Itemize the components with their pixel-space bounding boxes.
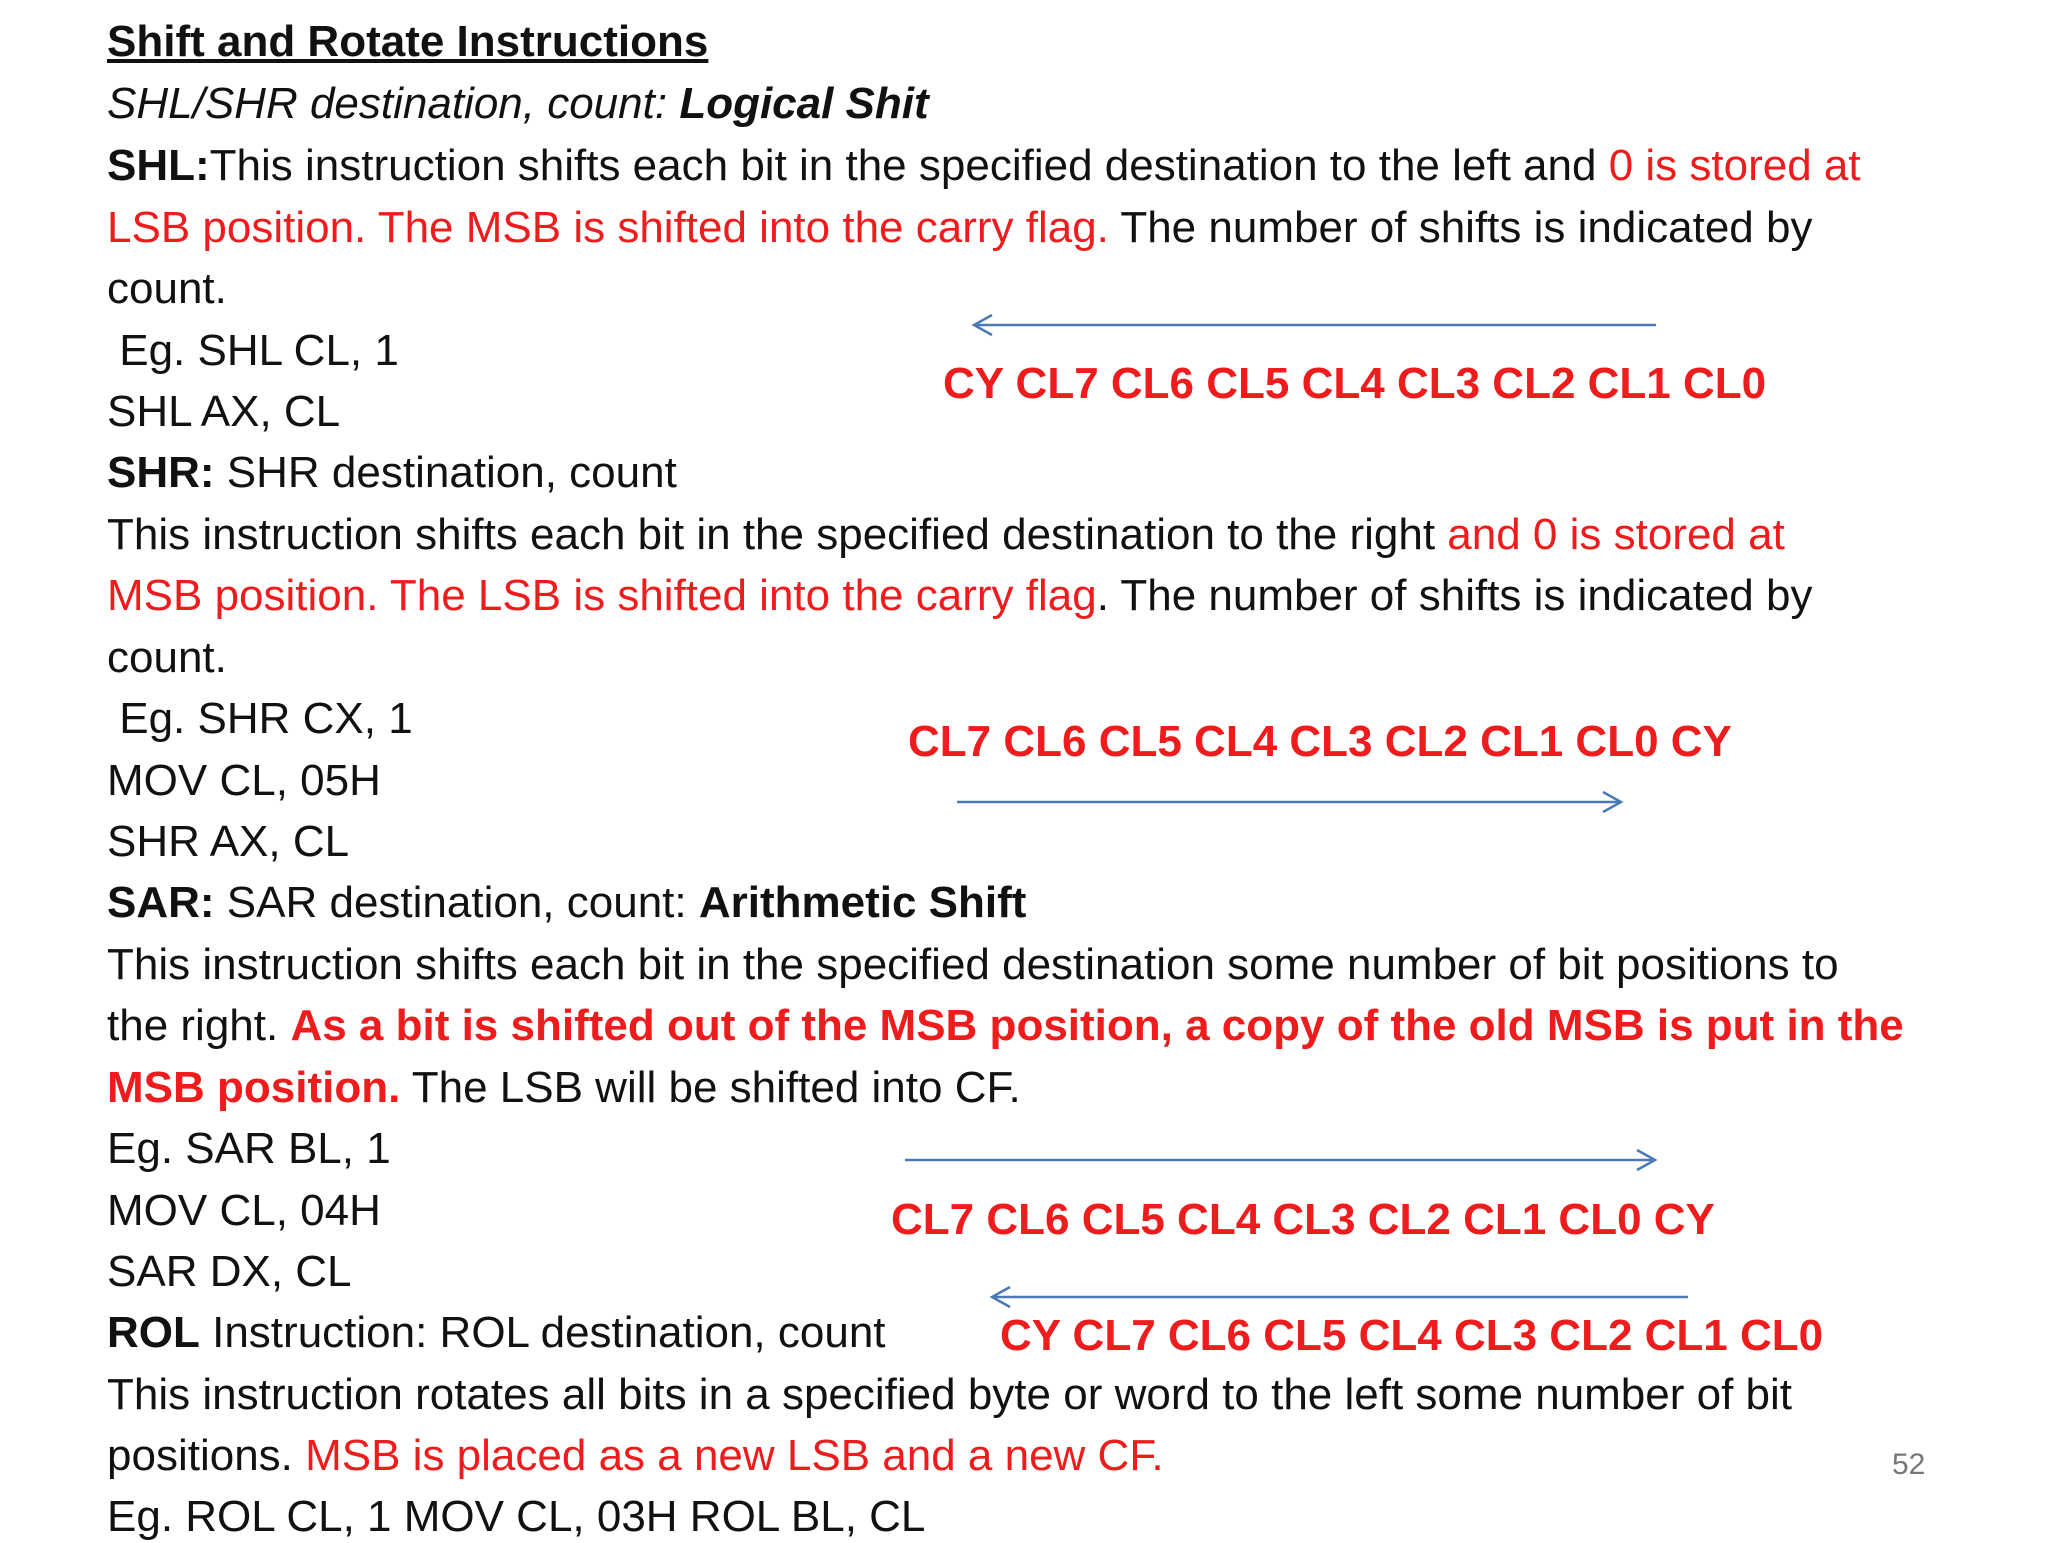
sar-name: SAR: <box>107 878 215 927</box>
shl-left-arrow <box>970 313 1660 337</box>
rol-header-line <box>107 1307 886 1359</box>
shl-desc-line2 <box>107 202 1812 254</box>
sar-desc-red2: MSB position. <box>107 1063 401 1112</box>
shl-example-2: SHL AX, CL <box>107 387 341 436</box>
sar-desc-line2 <box>107 1000 1904 1052</box>
shl-desc-a: This instruction shifts each bit in the specified destination to the left and <box>209 141 1609 190</box>
shr-example-1: Eg. SHR CX, 1 <box>107 694 413 743</box>
logical-syntax: SHL/SHR destination, count: <box>107 79 680 128</box>
shr-desc-line1 <box>107 509 1785 561</box>
logical-shift-line <box>107 78 929 130</box>
sar-right-arrow <box>903 1148 1659 1172</box>
shr-example-3: SHR AX, CL <box>107 817 350 866</box>
shr-desc-line2 <box>107 570 1812 622</box>
shr-desc-red1: and 0 is stored at <box>1447 510 1785 559</box>
sar-desc-c: The LSB will be shifted into CF. <box>400 1063 1021 1112</box>
shl-example-1: Eg. SHL CL, 1 <box>107 326 399 375</box>
rol-name: ROL <box>107 1308 200 1357</box>
shr-desc-a: This instruction shifts each bit in the specified destination to the right <box>107 510 1448 559</box>
rol-example: Eg. ROL CL, 1 MOV CL, 03H ROL BL, CL <box>107 1492 926 1541</box>
sar-desc-line3 <box>107 1062 1021 1114</box>
shl-desc-red1: 0 is stored at <box>1608 141 1861 190</box>
shr-desc-red2: MSB position. The LSB is shifted into the carry flag <box>107 571 1097 620</box>
sar-desc-b: the right. <box>107 1001 291 1050</box>
shl-desc-line3: count. <box>107 264 227 313</box>
rol-desc-red: MSB is placed as a new LSB and a new CF. <box>305 1431 1164 1480</box>
rol-syntax: Instruction: ROL destination, count <box>199 1308 886 1357</box>
sar-desc-line1: This instruction shifts each bit in the specified destination some number of bit positions to <box>107 940 1839 989</box>
shr-header-line <box>107 447 677 499</box>
rol-bit-diagram: CY CL7 CL6 CL5 CL4 CL3 CL2 CL1 CL0 <box>1000 1311 1824 1360</box>
sar-desc-red1: As a bit is shifted out of the MSB position, a copy of the old MSB is put in the <box>290 1001 1904 1050</box>
shr-bit-diagram: CL7 CL6 CL5 CL4 CL3 CL2 CL1 CL0 CY <box>908 717 1732 766</box>
shr-syntax: SHR destination, count <box>214 448 677 497</box>
shl-desc-line1 <box>107 140 1861 192</box>
shl-desc-red2: LSB position. The MSB is shifted into the carry flag. <box>107 203 1109 252</box>
rol-desc-line2 <box>107 1430 1164 1482</box>
sar-bit-diagram: CL7 CL6 CL5 CL4 CL3 CL2 CL1 CL0 CY <box>891 1195 1715 1244</box>
sar-example-2: MOV CL, 04H <box>107 1186 381 1235</box>
shl-name: SHL: <box>107 141 210 190</box>
logical-label: Logical Shit <box>679 79 929 128</box>
rol-desc-line1: This instruction rotates all bits in a specified byte or word to the left some number of bit <box>107 1370 1793 1419</box>
shr-right-arrow <box>955 790 1625 814</box>
rol-left-arrow <box>988 1285 1692 1309</box>
page-title: Shift and Rotate Instructions <box>107 17 709 66</box>
shr-name: SHR: <box>107 448 215 497</box>
shl-bit-diagram: CY CL7 CL6 CL5 CL4 CL3 CL2 CL1 CL0 <box>943 359 1767 408</box>
sar-syntax: SAR destination, count: <box>214 878 699 927</box>
sar-header-line <box>107 877 1026 929</box>
sar-example-3: SAR DX, CL <box>107 1247 352 1296</box>
shr-desc-line3: count. <box>107 633 227 682</box>
shl-desc-b: The number of shifts is indicated by <box>1108 203 1813 252</box>
sar-example-1: Eg. SAR BL, 1 <box>107 1124 391 1173</box>
rol-desc-b: positions. <box>107 1431 306 1480</box>
page-number: 52 <box>1892 1448 1926 1481</box>
sar-label: Arithmetic Shift <box>698 878 1027 927</box>
shr-desc-b: . The number of shifts is indicated by <box>1096 571 1813 620</box>
shr-example-2: MOV CL, 05H <box>107 756 381 805</box>
